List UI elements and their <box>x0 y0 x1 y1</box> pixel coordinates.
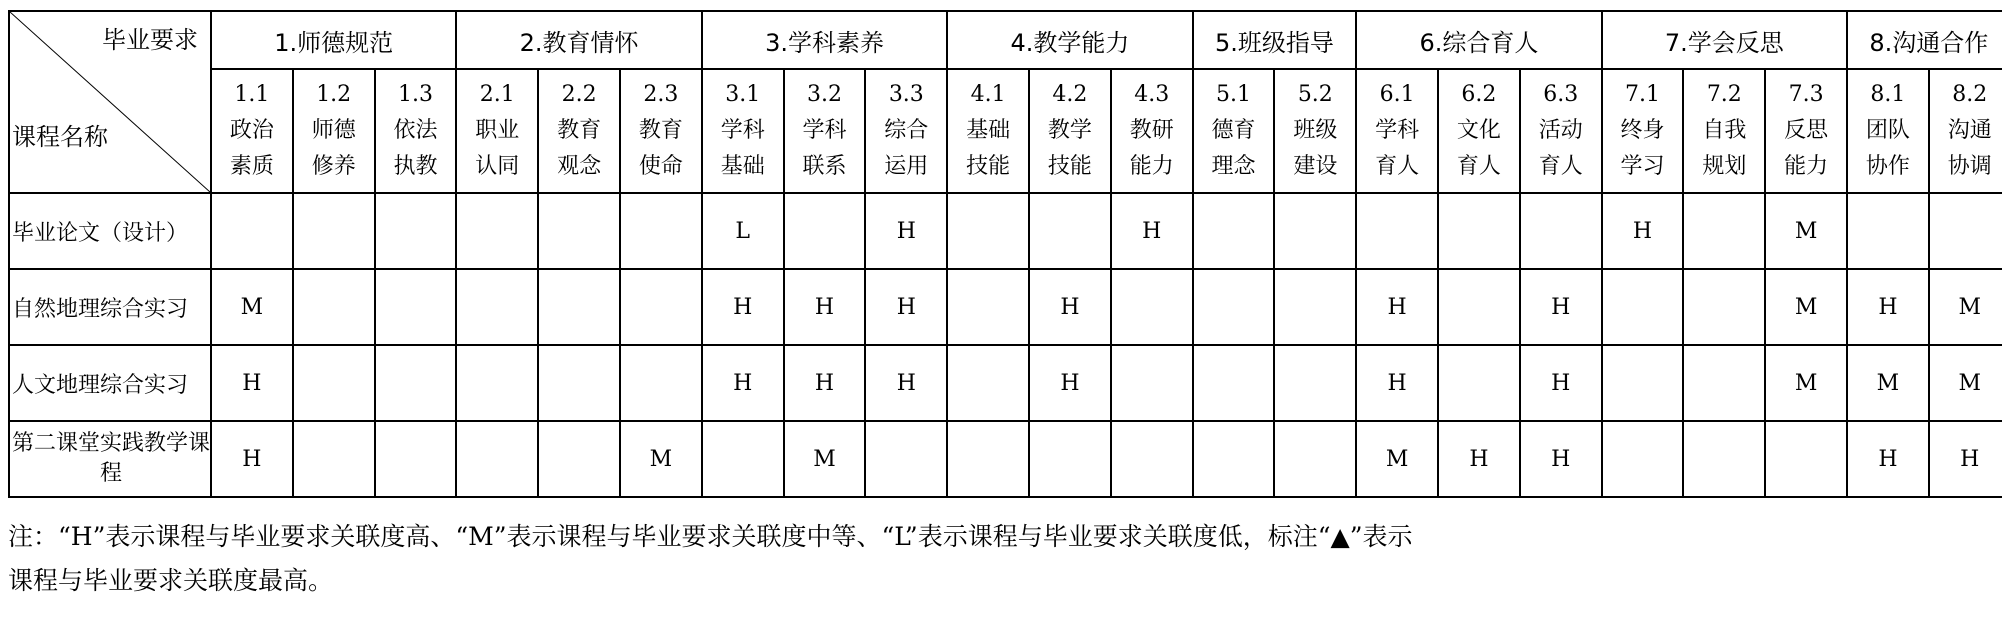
sub-requirement-header <box>293 69 375 193</box>
sub-requirement-num: 7.2 <box>1706 82 1742 107</box>
relevance-mark-cell <box>456 421 538 497</box>
sub-requirement-num: 2.2 <box>561 82 597 107</box>
sub-requirement-header <box>620 69 702 193</box>
relevance-mark-cell <box>456 345 538 421</box>
sub-requirement-header <box>1929 69 2002 193</box>
relevance-mark-cell: M <box>211 269 293 345</box>
sub-requirement-num: 1.1 <box>234 82 270 107</box>
relevance-mark-cell <box>1274 421 1356 497</box>
sub-requirement-line1: 政治 <box>229 118 274 143</box>
relevance-mark-cell: H <box>1520 421 1602 497</box>
relevance-mark-cell <box>1029 421 1111 497</box>
relevance-mark-cell: H <box>1602 193 1684 269</box>
relevance-mark-cell <box>1847 193 1929 269</box>
table-row <box>9 269 2002 345</box>
sub-requirement-line2: 理念 <box>1211 154 1256 179</box>
relevance-mark-cell: H <box>865 269 947 345</box>
sub-requirement-line2: 执教 <box>393 154 438 179</box>
sub-requirement-num: 1.3 <box>398 82 433 107</box>
course-rows <box>9 193 2002 497</box>
sub-requirement-num: 2.3 <box>643 82 679 107</box>
relevance-mark-cell <box>1683 345 1765 421</box>
sub-requirement-line1: 活动 <box>1538 118 1583 143</box>
sub-requirement-line2: 观念 <box>557 154 602 179</box>
sub-requirement-line1: 德育 <box>1211 118 1256 143</box>
corner-header <box>9 11 211 193</box>
sub-requirement-line1: 自我 <box>1702 118 1747 143</box>
relevance-mark-cell: M <box>1765 345 1847 421</box>
relevance-mark-cell <box>702 421 784 497</box>
legend-note-line-2: 课程与毕业要求关联度最高。 <box>8 566 334 595</box>
sub-requirement-header <box>538 69 620 193</box>
relevance-mark-cell <box>293 345 375 421</box>
relevance-mark-cell: H <box>784 345 866 421</box>
sub-requirement-line2: 认同 <box>475 154 520 179</box>
sub-requirement-header <box>1765 69 1847 193</box>
relevance-mark-cell: H <box>1356 345 1438 421</box>
sub-requirement-header <box>1683 69 1765 193</box>
corner-requirement-label: 毕业要求 <box>102 26 198 54</box>
relevance-mark-cell <box>293 269 375 345</box>
relevance-mark-cell: M <box>620 421 702 497</box>
relevance-mark-cell <box>1683 421 1765 497</box>
relevance-mark-cell <box>620 193 702 269</box>
sub-requirement-num: 4.1 <box>970 82 1006 107</box>
sub-requirement-line1: 基础 <box>966 118 1011 143</box>
requirement-group-row <box>9 11 2002 69</box>
relevance-mark-cell <box>375 421 457 497</box>
sub-requirement-num: 7.1 <box>1625 82 1661 107</box>
relevance-mark-cell <box>865 421 947 497</box>
sub-requirement-num: 3.2 <box>807 82 842 107</box>
course-name-cell: 人文地理综合实习 <box>9 345 211 421</box>
relevance-mark-cell <box>1683 193 1765 269</box>
sub-requirement-line2: 育人 <box>1538 154 1583 179</box>
sub-requirement-line1: 团队 <box>1865 118 1910 143</box>
sub-requirement-line2: 使命 <box>638 154 683 179</box>
sub-requirement-line2: 运用 <box>884 154 929 179</box>
relevance-mark-cell <box>1438 193 1520 269</box>
sub-requirement-line1: 职业 <box>475 118 520 143</box>
relevance-mark-cell: H <box>1438 421 1520 497</box>
relevance-mark-cell <box>375 269 457 345</box>
relevance-mark-cell: L <box>702 193 784 269</box>
sub-requirement-header <box>211 69 293 193</box>
sub-requirement-line2: 能力 <box>1784 154 1829 179</box>
sub-requirement-line2: 育人 <box>1456 154 1501 179</box>
sub-requirement-line2: 学习 <box>1620 154 1665 179</box>
relevance-mark-cell <box>947 193 1029 269</box>
relevance-mark-cell: H <box>1356 269 1438 345</box>
table-row <box>9 421 2002 497</box>
course-name-cell: 第二课堂实践教学课程 <box>9 421 211 497</box>
relevance-mark-cell <box>620 345 702 421</box>
relevance-mark-cell <box>1602 345 1684 421</box>
sub-requirement-header <box>702 69 784 193</box>
sub-requirement-num: 2.1 <box>479 82 515 107</box>
course-requirement-matrix <box>8 10 2002 498</box>
sub-requirement-header <box>1111 69 1193 193</box>
sub-requirement-line2: 联系 <box>802 154 847 179</box>
relevance-mark-cell <box>1111 345 1193 421</box>
relevance-mark-cell <box>1929 193 2002 269</box>
relevance-mark-cell <box>1274 269 1356 345</box>
sub-requirement-line1: 教育 <box>557 118 602 143</box>
relevance-mark-cell <box>456 193 538 269</box>
relevance-mark-cell <box>1111 421 1193 497</box>
sub-requirement-num: 5.2 <box>1297 82 1333 107</box>
sub-requirement-header <box>1193 69 1275 193</box>
course-name-cell: 自然地理综合实习 <box>9 269 211 345</box>
relevance-mark-cell <box>1193 269 1275 345</box>
relevance-mark-cell <box>1602 421 1684 497</box>
relevance-mark-cell: M <box>784 421 866 497</box>
relevance-mark-cell <box>1602 269 1684 345</box>
requirement-group-header: 4.教学能力 <box>947 11 1192 69</box>
relevance-mark-cell: H <box>1847 421 1929 497</box>
sub-requirement-line2: 基础 <box>720 154 765 179</box>
relevance-mark-cell <box>293 421 375 497</box>
sub-requirement-line2: 育人 <box>1375 154 1420 179</box>
relevance-mark-cell: M <box>1765 269 1847 345</box>
relevance-mark-cell: H <box>1029 269 1111 345</box>
relevance-mark-cell <box>538 269 620 345</box>
sub-requirement-line2: 技能 <box>1047 154 1092 179</box>
relevance-mark-cell <box>538 193 620 269</box>
course-name-cell: 毕业论文（设计） <box>9 193 211 269</box>
relevance-mark-cell: M <box>1356 421 1438 497</box>
sub-requirement-num: 3.3 <box>888 82 924 107</box>
relevance-mark-cell: H <box>865 193 947 269</box>
relevance-mark-cell <box>456 269 538 345</box>
relevance-mark-cell <box>1356 193 1438 269</box>
relevance-mark-cell <box>538 345 620 421</box>
sub-requirement-num: 4.3 <box>1134 82 1170 107</box>
sub-requirement-line2: 能力 <box>1129 154 1174 179</box>
sub-requirement-line1: 文化 <box>1456 118 1501 143</box>
sub-requirement-header <box>1602 69 1684 193</box>
sub-requirement-line1: 教学 <box>1047 118 1092 143</box>
relevance-mark-cell: M <box>1929 345 2002 421</box>
relevance-mark-cell <box>1193 193 1275 269</box>
relevance-mark-cell <box>1274 345 1356 421</box>
sub-requirement-num: 7.3 <box>1788 82 1824 107</box>
sub-requirement-line1: 终身 <box>1620 118 1665 143</box>
relevance-mark-cell: M <box>1847 345 1929 421</box>
relevance-mark-cell: H <box>702 269 784 345</box>
sub-requirement-line2: 协调 <box>1947 154 1992 179</box>
relevance-mark-cell <box>1683 269 1765 345</box>
relevance-mark-cell: H <box>1520 269 1602 345</box>
sub-requirement-header <box>1520 69 1602 193</box>
sub-requirement-line1: 依法 <box>393 118 438 143</box>
requirement-group-header: 5.班级指导 <box>1193 11 1357 69</box>
sub-requirement-line1: 班级 <box>1293 118 1338 143</box>
sub-requirement-line2: 修养 <box>311 154 356 179</box>
sub-requirement-header <box>1274 69 1356 193</box>
sub-requirement-num: 5.1 <box>1216 82 1252 107</box>
corner-course-label: 课程名称 <box>12 123 108 151</box>
sub-requirement-header <box>947 69 1029 193</box>
relevance-mark-cell: H <box>211 421 293 497</box>
table-row <box>9 193 2002 269</box>
requirement-group-header: 3.学科素养 <box>702 11 947 69</box>
relevance-mark-cell <box>1438 269 1520 345</box>
sub-requirement-num: 3.1 <box>725 82 761 107</box>
sub-requirement-line1: 学科 <box>1375 118 1420 143</box>
sub-requirement-header <box>784 69 866 193</box>
legend-note-line-1: 注：“H”表示课程与毕业要求关联度高、“M”表示课程与毕业要求关联度中等、“L”表示课程与毕业要求关联度低，标注“▲”表示 <box>8 522 1413 551</box>
relevance-mark-cell <box>211 193 293 269</box>
relevance-mark-cell <box>1274 193 1356 269</box>
sub-requirement-line2: 协作 <box>1865 154 1910 179</box>
relevance-mark-cell <box>947 345 1029 421</box>
relevance-mark-cell: H <box>1520 345 1602 421</box>
requirement-group-header: 6.综合育人 <box>1356 11 1601 69</box>
sub-requirement-num: 6.2 <box>1461 82 1497 107</box>
sub-requirement-line1: 反思 <box>1784 118 1829 143</box>
relevance-mark-cell <box>1193 345 1275 421</box>
relevance-mark-cell <box>1765 421 1847 497</box>
relevance-mark-cell <box>293 193 375 269</box>
relevance-mark-cell <box>1029 193 1111 269</box>
relevance-mark-cell <box>1111 269 1193 345</box>
sub-requirement-header <box>1847 69 1929 193</box>
sub-requirement-header <box>1029 69 1111 193</box>
relevance-mark-cell: H <box>784 269 866 345</box>
relevance-mark-cell <box>947 269 1029 345</box>
relevance-mark-cell: H <box>211 345 293 421</box>
requirement-group-header: 1.师德规范 <box>211 11 456 69</box>
relevance-mark-cell <box>375 345 457 421</box>
sub-requirement-line2: 素质 <box>229 154 274 179</box>
relevance-mark-cell: H <box>1029 345 1111 421</box>
sub-requirement-line2: 技能 <box>966 154 1011 179</box>
sub-requirement-line2: 规划 <box>1702 154 1747 179</box>
sub-requirement-line1: 沟通 <box>1947 118 1992 143</box>
requirement-group-header: 8.沟通合作 <box>1847 11 2002 69</box>
sub-requirement-line1: 学科 <box>720 118 765 143</box>
relevance-mark-cell <box>538 421 620 497</box>
sub-requirement-header <box>1356 69 1438 193</box>
sub-requirement-num: 6.1 <box>1379 82 1415 107</box>
sub-requirement-num: 8.1 <box>1870 82 1906 107</box>
matrix-table <box>8 10 2002 498</box>
relevance-mark-cell <box>1520 193 1602 269</box>
sub-requirement-line1: 综合 <box>884 118 929 143</box>
sub-requirement-line1: 教研 <box>1129 118 1174 143</box>
relevance-mark-cell <box>947 421 1029 497</box>
relevance-mark-cell: H <box>1929 421 2002 497</box>
relevance-mark-cell: M <box>1929 269 2002 345</box>
sub-requirement-line2: 建设 <box>1293 154 1338 179</box>
sub-requirement-header <box>865 69 947 193</box>
relevance-mark-cell: H <box>1111 193 1193 269</box>
relevance-mark-cell: M <box>1765 193 1847 269</box>
relevance-mark-cell <box>784 193 866 269</box>
relevance-mark-cell <box>1193 421 1275 497</box>
sub-requirement-num: 4.2 <box>1052 82 1088 107</box>
relevance-mark-cell <box>1438 345 1520 421</box>
requirement-group-header: 7.学会反思 <box>1602 11 1847 69</box>
sub-requirement-header <box>375 69 457 193</box>
legend-note <box>8 515 1988 603</box>
sub-requirement-num: 6.3 <box>1543 82 1579 107</box>
requirement-group-header: 2.教育情怀 <box>456 11 701 69</box>
table-row <box>9 345 2002 421</box>
relevance-mark-cell: H <box>865 345 947 421</box>
relevance-mark-cell: H <box>702 345 784 421</box>
sub-requirement-num: 8.2 <box>1952 82 1988 107</box>
relevance-mark-cell: H <box>1847 269 1929 345</box>
sub-requirement-line1: 教育 <box>638 118 683 143</box>
relevance-mark-cell <box>375 193 457 269</box>
sub-requirement-num: 1.2 <box>316 82 352 107</box>
sub-requirement-line1: 学科 <box>802 118 847 143</box>
sub-requirement-header <box>1438 69 1520 193</box>
sub-requirement-line1: 师德 <box>311 118 356 143</box>
relevance-mark-cell <box>620 269 702 345</box>
sub-requirement-row <box>9 69 2002 193</box>
sub-requirement-header <box>456 69 538 193</box>
